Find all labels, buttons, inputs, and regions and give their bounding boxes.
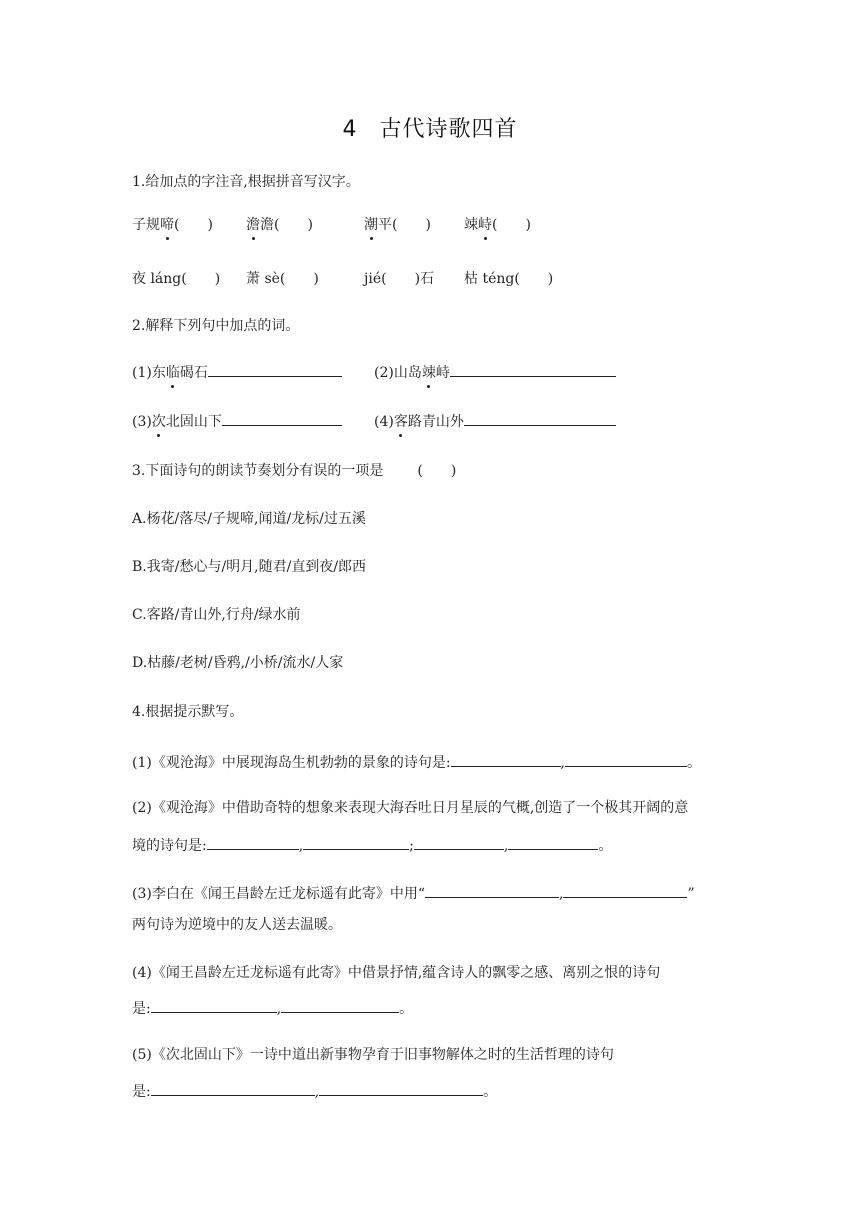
answer-blank[interactable] (414, 833, 504, 850)
answer-blank[interactable] (451, 750, 561, 767)
q4-part-3-line-1: (3)李白在《闻王昌龄左迁龙标遥有此寄》中用“ , ” (132, 881, 695, 905)
page-title (0, 112, 860, 143)
dotted-char: 澹 (246, 214, 260, 236)
q4-part-5-line-1: (5)《次北固山下》一诗中道出新事物孕育于旧事物解体之时的生活哲理的诗句 (132, 1047, 614, 1063)
dotted-char: 潮 (364, 214, 378, 236)
q1-item-8: 枯 téng( ) (464, 271, 554, 287)
q4-part-4-line-2: 是: , 。 (132, 996, 413, 1020)
lesson-number: 4 (342, 117, 358, 142)
answer-blank[interactable] (281, 996, 399, 1013)
q4-part-2-line-1: (2)《观沧海》中借助奇特的想象来表现大海吞吐日月星辰的气概,创造了一个极其开阔的意 (132, 800, 689, 816)
answer-blank[interactable] (319, 1079, 483, 1096)
answer-blank[interactable] (151, 996, 277, 1013)
q1-item-4: 竦峙( ) (464, 214, 531, 236)
answer-blank[interactable] (208, 360, 342, 377)
dotted-char: 客 (394, 411, 408, 433)
dotted-char: 临 (166, 362, 180, 384)
q2-item-2: (2)山岛竦峙 (374, 360, 616, 384)
question-2-stem: 2.解释下列句中加点的词。 (132, 318, 300, 334)
answer-blank[interactable] (563, 881, 687, 898)
q4-part-2-line-2: 境的诗句是: , ; , 。 (132, 833, 612, 857)
q4-part-4-line-1: (4)《闻王昌龄左迁龙标遥有此寄》中借景抒情,蕴含诗人的飘零之感、离别之恨的诗句 (132, 965, 661, 981)
dotted-char: 竦 (422, 362, 436, 384)
answer-blank[interactable] (565, 750, 687, 767)
answer-blank[interactable] (508, 833, 598, 850)
answer-blank[interactable] (151, 1079, 315, 1096)
answer-blank[interactable] (303, 833, 409, 850)
dotted-char: 啼 (160, 214, 174, 236)
answer-blank[interactable] (464, 409, 616, 426)
q1-item-1: 子规啼( ) (132, 214, 213, 236)
answer-paren[interactable]: ( ) (417, 463, 457, 479)
question-1-stem: 1.给加点的字注音,根据拼音写汉字。 (132, 174, 360, 190)
dotted-char: 峙 (478, 214, 492, 236)
q1-item-3: 潮平( ) (364, 214, 431, 236)
q4-part-5-line-2: 是: , 。 (132, 1079, 497, 1103)
question-4-stem: 4.根据提示默写。 (132, 704, 244, 720)
q3-option-b: B.我寄/愁心与/明月,随君/直到夜/郎西 (132, 559, 367, 575)
dotted-char: 次 (152, 411, 166, 433)
q4-part-1: (1)《观沧海》中展现海岛生机勃勃的景象的诗句是: , 。 (132, 750, 701, 774)
q1-item-6: 萧 sè( ) (246, 271, 319, 287)
q2-item-4: (4)客路青山外 (374, 409, 616, 433)
q3-option-d: D.枯藤/老树/昏鸦,/小桥/流水/人家 (132, 655, 344, 671)
q3-option-c: C.客路/青山外,行舟/绿水前 (132, 607, 301, 623)
q4-part-3-line-2: 两句诗为逆境中的友人送去温暖。 (132, 917, 342, 933)
q2-item-3: (3)次北固山下 (132, 409, 342, 433)
q1-item-7: jié( )石 (364, 271, 435, 287)
q1-item-5: 夜 láng( ) (132, 271, 221, 287)
question-3-stem: 3.下面诗句的朗读节奏划分有误的一项是 ( ) (132, 463, 457, 479)
q1-item-2: 澹澹( ) (246, 214, 313, 236)
answer-blank[interactable] (450, 360, 616, 377)
lesson-title: 古代诗歌四首 (379, 117, 518, 142)
q2-item-1: (1)东临碣石 (132, 360, 342, 384)
answer-blank[interactable] (425, 881, 559, 898)
answer-blank[interactable] (222, 409, 342, 426)
q3-option-a: A.杨花/落尽/子规啼,闻道/龙标/过五溪 (132, 511, 366, 527)
answer-blank[interactable] (207, 833, 299, 850)
